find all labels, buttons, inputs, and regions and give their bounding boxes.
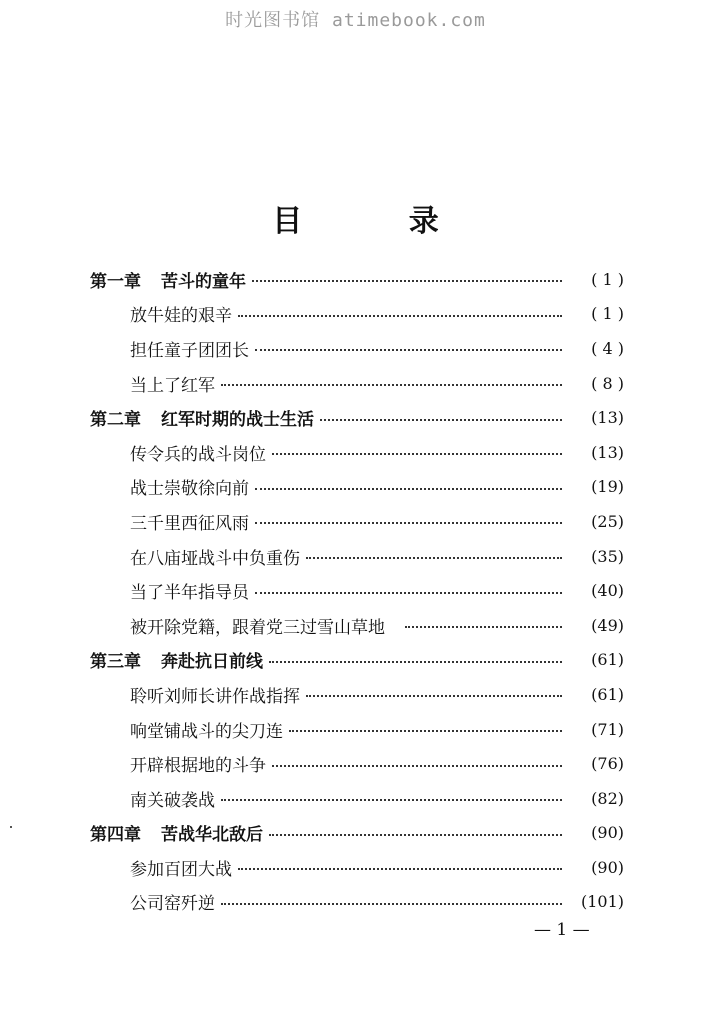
dot-leader	[252, 280, 562, 282]
toc-chapter-3[interactable]	[90, 643, 624, 678]
section-title: 传令兵的战斗岗位	[130, 444, 266, 465]
dot-leader	[272, 765, 562, 767]
section-title: 在八庙垭战斗中负重伤	[130, 548, 300, 569]
chapter-title: 苦战华北敌后	[161, 825, 263, 846]
page-ref: ( 4 )	[591, 338, 624, 358]
page-ref: (76)	[591, 754, 624, 774]
toc-section[interactable]	[90, 885, 624, 920]
watermark-text: 时光图书馆 atimebook.com	[225, 10, 486, 31]
page-ref: ( 8 )	[591, 373, 624, 393]
dot-leader	[405, 626, 562, 628]
toc-section[interactable]	[90, 746, 624, 781]
dot-leader	[306, 557, 562, 559]
section-title: 公司窑歼逆	[130, 894, 215, 915]
dot-leader	[289, 730, 562, 732]
section-title: 参加百团大战	[130, 859, 232, 880]
page-ref: (25)	[591, 511, 624, 531]
toc-section[interactable]	[90, 470, 624, 505]
dot-leader	[272, 453, 562, 455]
toc-section[interactable]	[90, 712, 624, 747]
scan-speck	[10, 826, 12, 828]
page-ref: ( 1 )	[591, 304, 624, 324]
section-title: 聆听刘师长讲作战指挥	[130, 686, 300, 707]
toc-section[interactable]	[90, 504, 624, 539]
chapter-title: 奔赴抗日前线	[161, 652, 263, 673]
page-ref: (90)	[591, 823, 624, 843]
chapter-title: 红军时期的战士生活	[161, 410, 314, 431]
page-number: — 1 —	[534, 920, 590, 940]
dot-leader	[255, 349, 562, 351]
dot-leader	[255, 592, 562, 594]
dot-leader	[269, 834, 562, 836]
page-ref: (40)	[591, 581, 624, 601]
dot-leader	[238, 868, 562, 870]
chapter-number: 第三章	[90, 652, 141, 673]
section-title: 被开除党籍，跟着党三过雪山草地	[130, 617, 385, 638]
section-title: 战士崇敬徐向前	[130, 479, 249, 500]
dot-leader	[238, 315, 562, 317]
page-ref: (13)	[591, 442, 624, 462]
page-ref: (82)	[591, 788, 624, 808]
toc-section[interactable]	[90, 539, 624, 574]
page-ref: (61)	[591, 684, 624, 704]
section-title: 三千里西征风雨	[130, 513, 249, 534]
chapter-number: 第二章	[90, 410, 141, 431]
dot-leader	[255, 488, 562, 490]
dot-leader	[221, 384, 562, 386]
chapter-number: 第一章	[90, 271, 141, 292]
chapter-number: 第四章	[90, 825, 141, 846]
page-ref: (61)	[591, 650, 624, 670]
toc-chapter-2[interactable]	[90, 400, 624, 435]
section-title: 开辟根据地的斗争	[130, 756, 266, 777]
section-title: 担任童子团团长	[130, 340, 249, 361]
dot-leader	[255, 522, 562, 524]
page-ref: (90)	[591, 857, 624, 877]
toc-section[interactable]	[90, 781, 624, 816]
toc-section[interactable]	[90, 850, 624, 885]
toc-section[interactable]	[90, 331, 624, 366]
page-ref: (101)	[580, 892, 624, 912]
table-of-contents	[90, 262, 624, 919]
dot-leader	[221, 903, 562, 905]
toc-section[interactable]	[90, 677, 624, 712]
toc-section[interactable]	[90, 366, 624, 401]
toc-chapter-4[interactable]	[90, 816, 624, 851]
section-title: 响堂铺战斗的尖刀连	[130, 721, 283, 742]
dot-leader	[320, 419, 562, 421]
toc-chapter-1[interactable]	[90, 262, 624, 297]
section-title: 放牛娃的艰辛	[130, 306, 232, 327]
page-ref: (71)	[591, 719, 624, 739]
section-title: 当上了红军	[130, 375, 215, 396]
page-ref: ( 1 )	[591, 269, 624, 289]
toc-section[interactable]	[90, 573, 624, 608]
toc-section[interactable]	[90, 435, 624, 470]
page-ref: (49)	[591, 615, 624, 635]
page-ref: (13)	[591, 408, 624, 428]
section-title: 当了半年指导员	[130, 583, 249, 604]
chapter-title: 苦斗的童年	[161, 271, 246, 292]
dot-leader	[306, 695, 562, 697]
section-title: 南关破袭战	[130, 790, 215, 811]
page-ref: (35)	[591, 546, 624, 566]
dot-leader	[221, 799, 562, 801]
page-ref: (19)	[591, 477, 624, 497]
dot-leader	[269, 661, 562, 663]
toc-section[interactable]	[90, 297, 624, 332]
toc-section[interactable]	[90, 608, 624, 643]
page-title: 目 录	[272, 204, 487, 239]
